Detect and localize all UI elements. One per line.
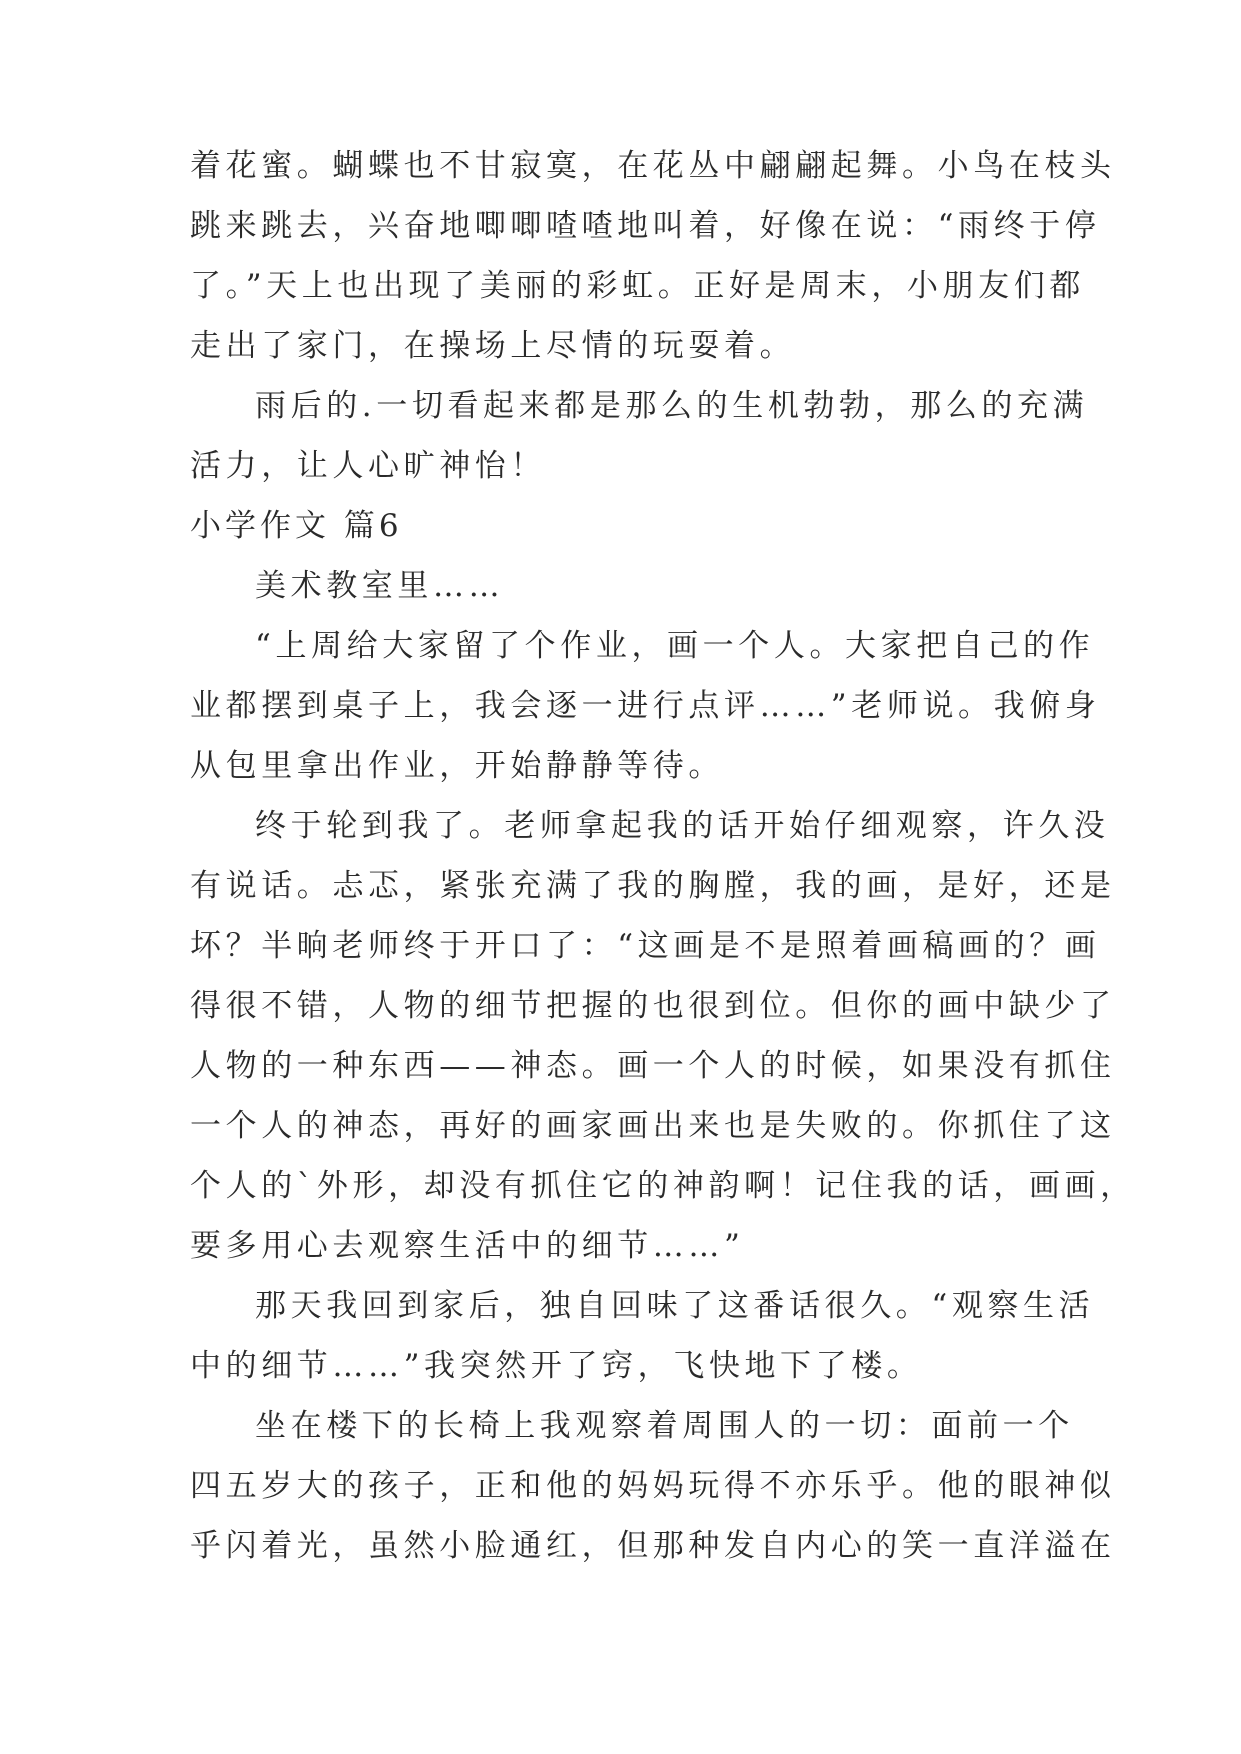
text-line: 得很不错，人物的细节把握的也很到位。但你的画中缺少了 — [190, 988, 1116, 1024]
paragraph-start: 终于轮到我了。老师拿起我的话开始仔细观察，许久没 — [255, 808, 1110, 844]
text-line: 走出了家门，在操场上尽情的玩耍着。 — [190, 328, 796, 364]
text-line: 业都摆到桌子上，我会逐一进行点评……”老师说。我俯身 — [190, 688, 1101, 724]
paragraph-start: 雨后的.一切看起来都是那么的生机勃勃，那么的充满 — [255, 388, 1089, 424]
paragraph-start: 那天我回到家后，独自回味了这番话很久。“观察生活 — [255, 1288, 1095, 1324]
text-line: 着花蜜。蝴蝶也不甘寂寞，在花丛中翩翩起舞。小鸟在枝头 — [190, 148, 1116, 184]
text-line: 一个人的神态，再好的画家画出来也是失败的。你抓住了这 — [190, 1108, 1116, 1144]
paragraph-start: 美术教室里…… — [255, 568, 505, 604]
text-line: 有说话。忐忑，紧张充满了我的胸膛，我的画，是好，还是 — [190, 868, 1116, 904]
text-line: 四五岁大的孩子，正和他的妈妈玩得不亦乐乎。他的眼神似 — [190, 1468, 1116, 1504]
text-line: 活力，让人心旷神怡！ — [190, 448, 546, 484]
text-line: 了。”天上也出现了美丽的彩虹。正好是周末，小朋友们都 — [190, 268, 1085, 304]
text-line: 中的细节……”我突然开了窍，飞快地下了楼。 — [190, 1348, 923, 1384]
text-line: 人物的一种东西——神态。画一个人的时候，如果没有抓住 — [190, 1048, 1116, 1084]
text-line: 要多用心去观察生活中的细节……” — [190, 1228, 745, 1264]
text-line: 乎闪着光，虽然小脸通红，但那种发自内心的笑一直洋溢在 — [190, 1528, 1116, 1564]
paragraph-start: 坐在楼下的长椅上我观察着周围人的一切：面前一个 — [255, 1408, 1074, 1444]
text-line: 个人的`外形，却没有抓住它的神韵啊！记住我的话，画画， — [190, 1168, 1136, 1204]
text-line: 从包里拿出作业，开始静静等待。 — [190, 748, 724, 784]
text-line: 跳来跳去，兴奋地唧唧喳喳地叫着，好像在说：“雨终于停 — [190, 208, 1101, 244]
text-line: 坏？半晌老师终于开口了：“这画是不是照着画稿画的？画 — [190, 928, 1101, 964]
section-heading: 小学作文 篇6 — [190, 508, 403, 544]
paragraph-start: “上周给大家留了个作业，画一个人。大家把自己的作 — [255, 628, 1095, 664]
